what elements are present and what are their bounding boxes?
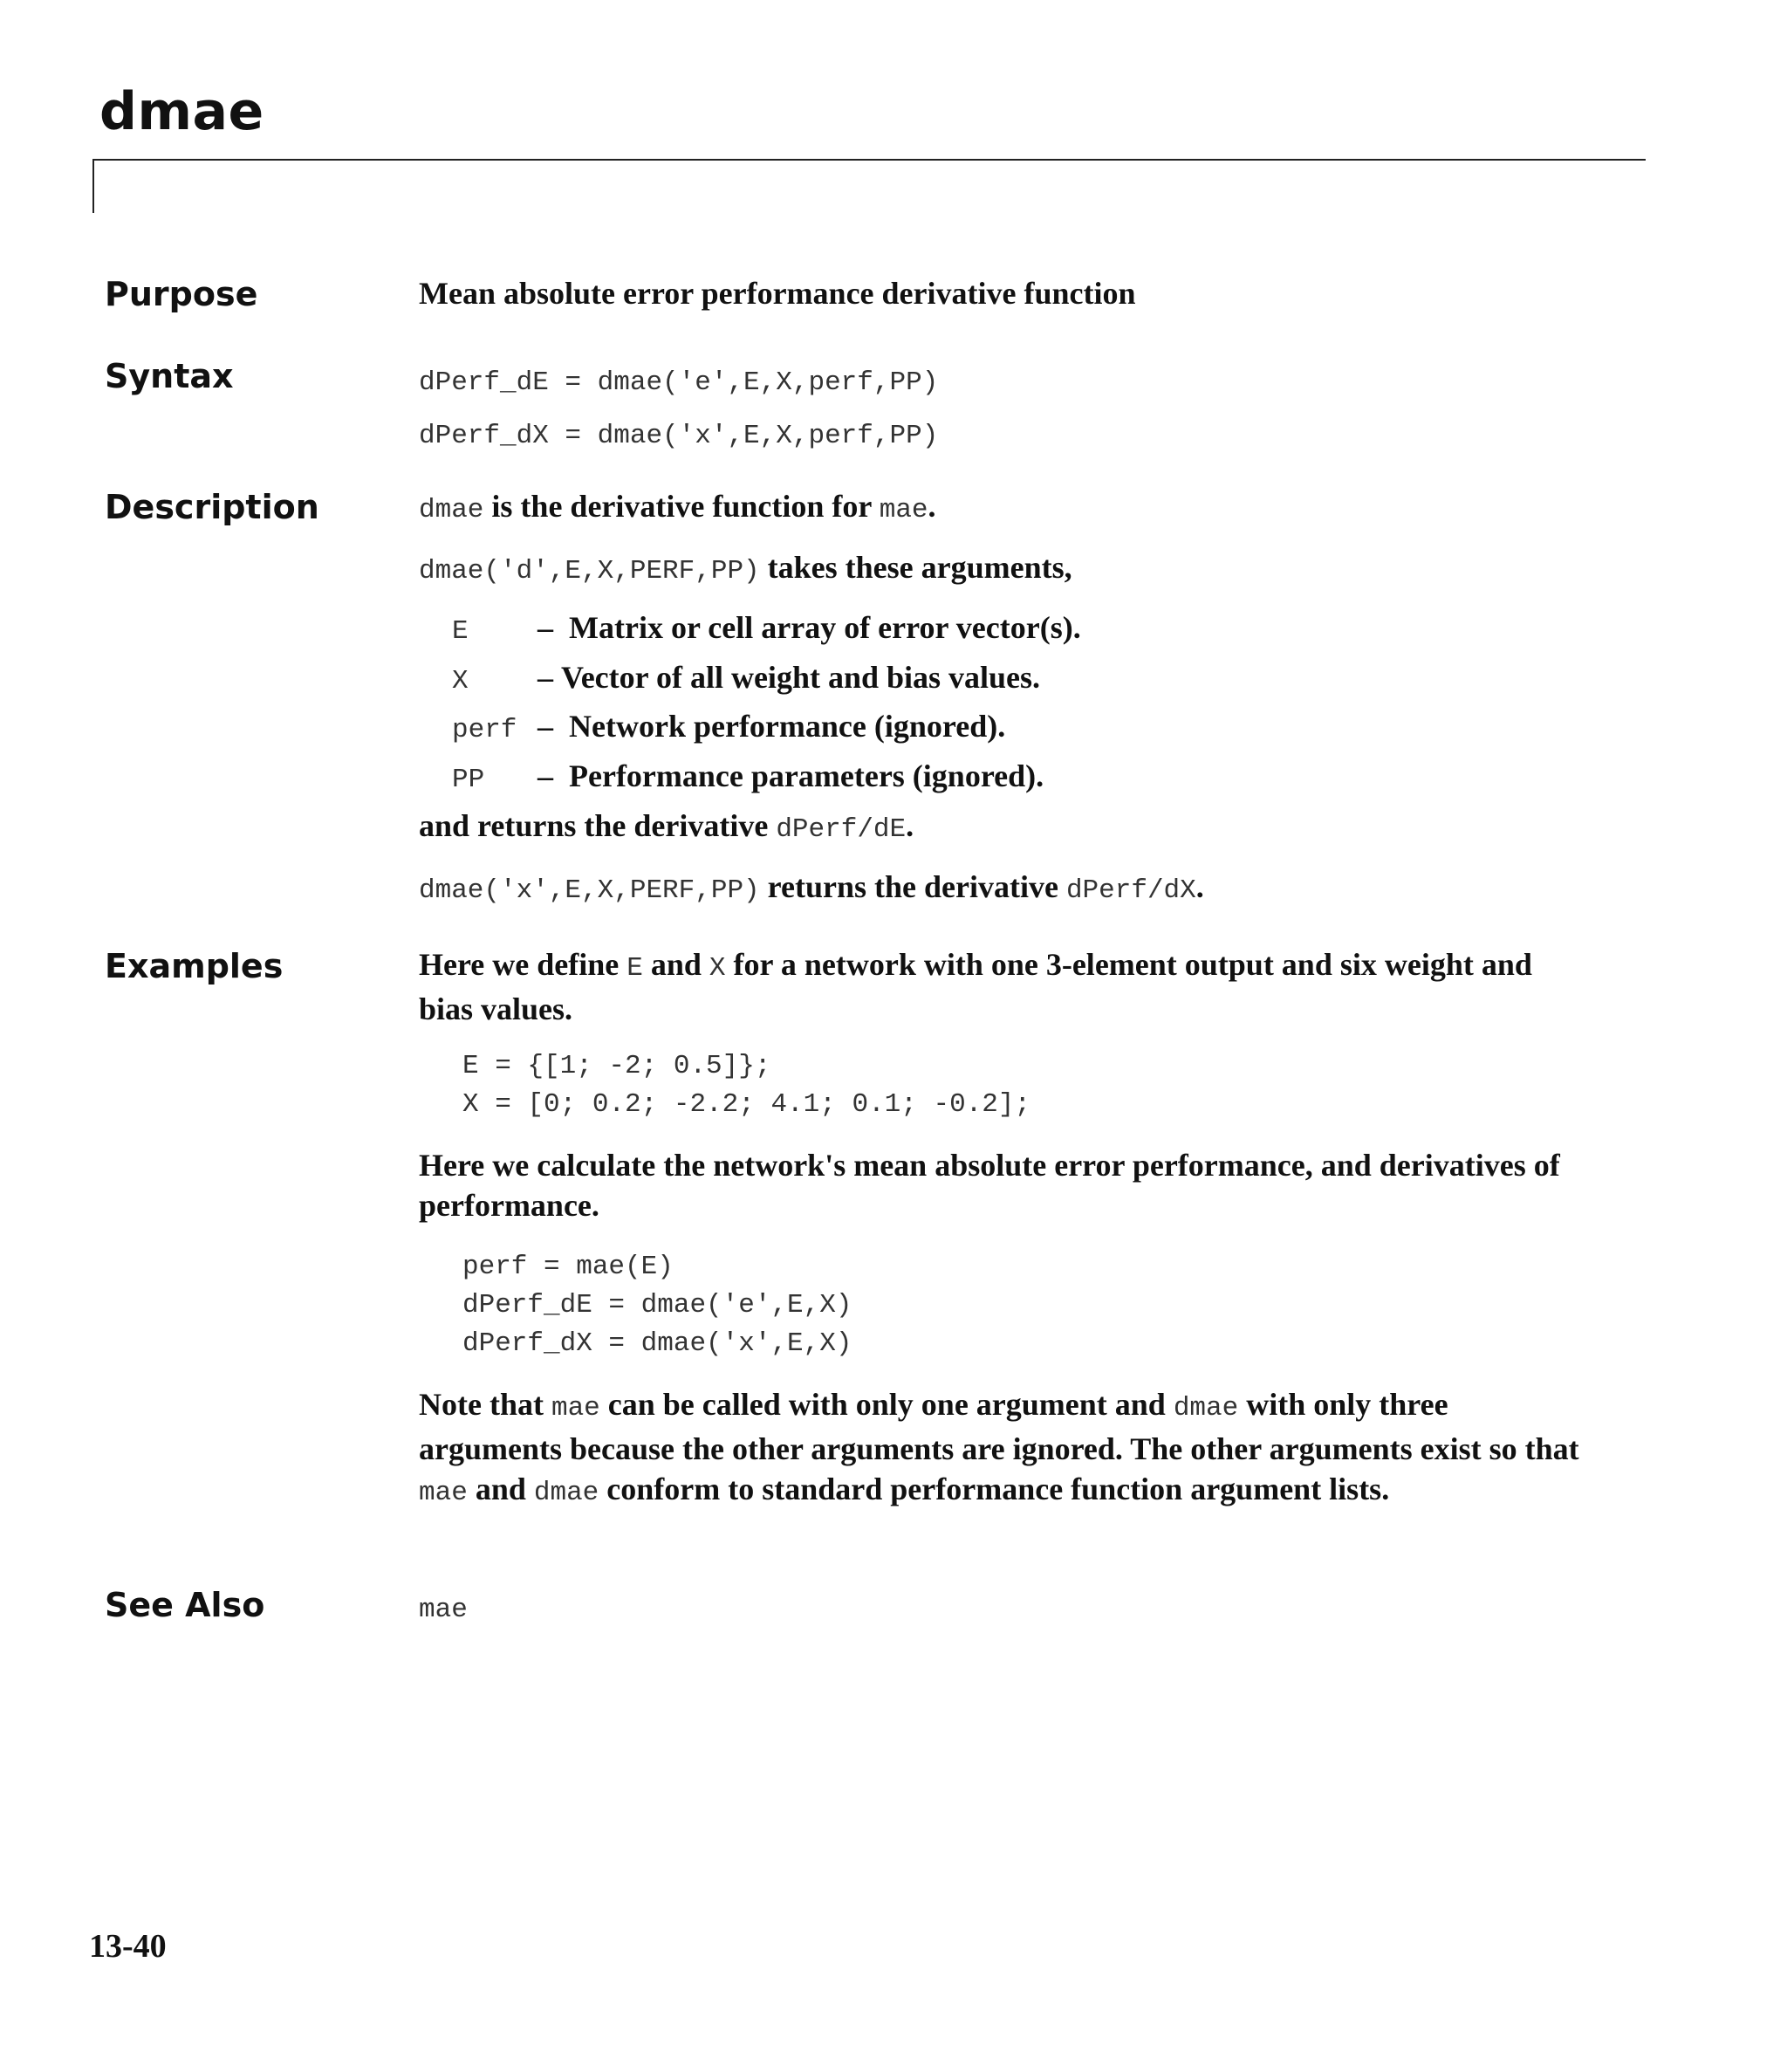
- code-example-2: [462, 1248, 852, 1363]
- argument-description: Matrix or cell array of error vector(s).: [569, 610, 1081, 645]
- code-e: E: [626, 953, 643, 984]
- syntax-line-1: dPerf_dE = dmae('e',E,X,perf,PP): [419, 367, 939, 398]
- description-line-1: [419, 487, 936, 528]
- text: with only three arguments because the other arguments are ignored. The other arguments exist so that: [419, 1387, 1579, 1466]
- text: and: [642, 947, 709, 982]
- argument-dash: –: [537, 610, 553, 645]
- code-mae: mae: [879, 495, 928, 525]
- argument-dash: –: [537, 709, 553, 744]
- text: Note that: [419, 1387, 551, 1422]
- purpose-heading: Purpose: [105, 275, 258, 313]
- code-line: X = [0; 0.2; -2.2; 4.1; 0.1; -0.2];: [462, 1089, 1031, 1120]
- description-line-1-text: is the derivative function for: [483, 489, 880, 524]
- syntax-heading: Syntax: [105, 357, 234, 395]
- argument-row: [452, 708, 1005, 745]
- period: .: [906, 808, 914, 843]
- argument-name: E: [452, 616, 469, 647]
- examples-paragraph-3: [419, 1384, 1579, 1513]
- examples-paragraph-1: [419, 944, 1579, 1029]
- period: .: [1195, 869, 1204, 904]
- text: and: [467, 1472, 534, 1506]
- examples-paragraph-2: Here we calculate the network's mean absolute error performance, and derivatives of performance.: [419, 1148, 1560, 1223]
- text: for a network with one 3-element output and six weight and bias values.: [419, 947, 1532, 1026]
- code-dmae: dmae: [419, 495, 484, 525]
- description-line-2-text: takes these arguments,: [759, 550, 1072, 585]
- code-line: E = {[1; -2; 0.5]};: [462, 1051, 771, 1081]
- code-mae: mae: [419, 1478, 468, 1508]
- purpose-text: Mean absolute error performance derivative function: [419, 276, 1136, 311]
- argument-dash: –: [537, 758, 553, 793]
- argument-row: [452, 609, 1081, 647]
- code-example-1: [462, 1047, 1030, 1124]
- see-also-link-mae[interactable]: mae: [419, 1595, 468, 1625]
- argument-description: Network performance (ignored).: [569, 709, 1006, 744]
- code-dperf-dx: dPerf/dX: [1065, 875, 1196, 906]
- period: .: [928, 489, 936, 524]
- code-dmae: dmae: [533, 1478, 599, 1508]
- code-line: perf = mae(E): [462, 1252, 674, 1282]
- text: Here we define: [419, 947, 627, 982]
- argument-dash: –: [537, 660, 553, 695]
- syntax-line-2: dPerf_dX = dmae('x',E,X,perf,PP): [419, 421, 939, 451]
- code-mae: mae: [551, 1393, 600, 1424]
- text: can be called with only one argument and: [599, 1387, 1174, 1422]
- text: conform to standard performance function argument lists.: [599, 1472, 1390, 1506]
- code-dmae: dmae: [1173, 1393, 1239, 1424]
- argument-name: X: [452, 666, 469, 696]
- argument-name: perf: [452, 715, 517, 745]
- code-line: dPerf_dX = dmae('x',E,X): [462, 1328, 852, 1359]
- description-heading: Description: [105, 488, 319, 526]
- returns-text: and returns the derivative: [419, 808, 777, 843]
- argument-row: [452, 659, 1040, 696]
- code-line: dPerf_dE = dmae('e',E,X): [462, 1290, 852, 1321]
- code-dmae-x-call: dmae('x',E,X,PERF,PP): [419, 875, 760, 906]
- argument-description: Performance parameters (ignored).: [569, 758, 1044, 793]
- header-rule-tick: [92, 159, 94, 213]
- examples-heading: Examples: [105, 947, 284, 985]
- returns-text: returns the derivative: [759, 869, 1066, 904]
- code-dmae-call: dmae('d',E,X,PERF,PP): [419, 556, 760, 587]
- argument-description: Vector of all weight and bias values.: [561, 660, 1041, 695]
- header-rule: [92, 159, 1646, 161]
- argument-name: PP: [452, 765, 485, 795]
- code-dperf-de: dPerf/dE: [776, 814, 907, 845]
- description-line-2: [419, 548, 1072, 589]
- argument-row: [452, 758, 1044, 795]
- description-line-4: [419, 868, 1204, 909]
- see-also-heading: See Also: [105, 1586, 265, 1624]
- page-title: dmae: [99, 81, 264, 142]
- description-returns: [419, 806, 914, 847]
- code-x: X: [709, 953, 726, 984]
- page-number: 13-40: [89, 1928, 167, 1965]
